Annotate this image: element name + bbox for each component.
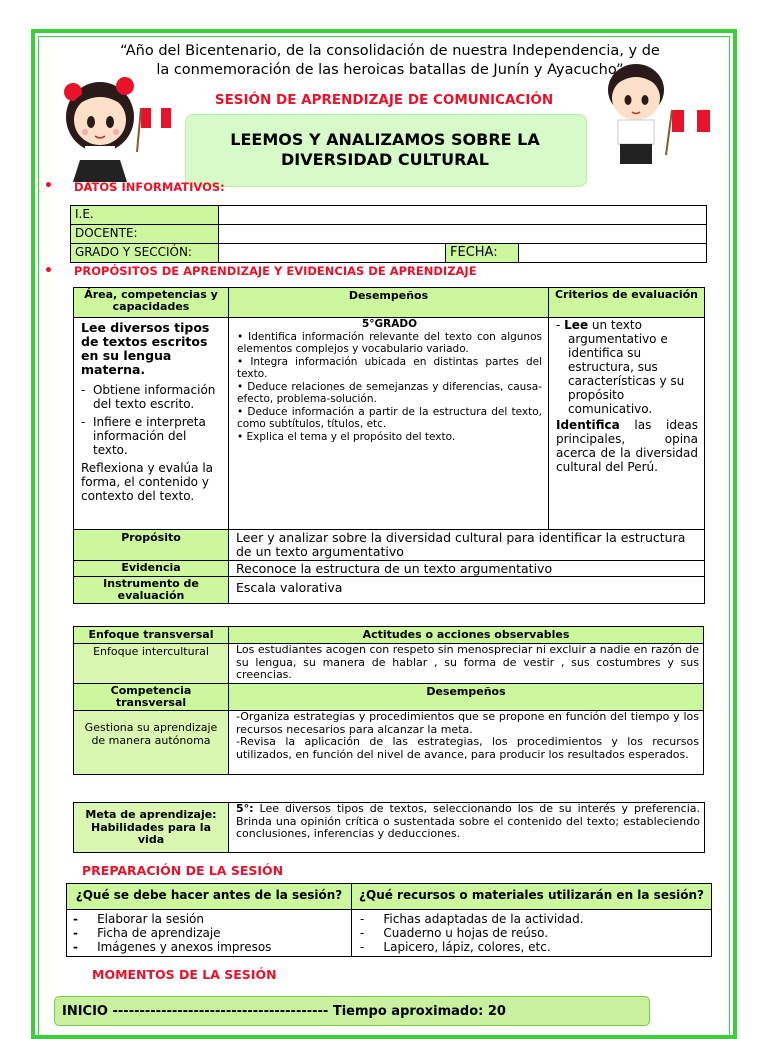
datos-table (70, 205, 707, 263)
competencia-text (229, 711, 704, 775)
proposito-value: Leer y analizar sobre la diversidad cultural para identificar la estructura de un texto argumentativo (229, 530, 705, 561)
competencia: Lee diversos tipos de textos escritos en su lengua materna. (81, 320, 210, 377)
criterio-item: Identifica las ideas principales, opina acerca de la diversidad cultural del Perú. (556, 418, 698, 474)
girl-with-flag-illustration (55, 62, 180, 192)
competencia-text-2: -Revisa la aplicación de las estrategias, los procedimientos y los recursos utilizados, en función del nivel de avance, para producir los resultados esperados. (236, 735, 699, 761)
desempeno-item: • Explica el tema y el propósito del texto. (237, 430, 456, 443)
main-title (185, 130, 585, 170)
bullet: • (44, 263, 53, 279)
propositos-table (73, 287, 705, 604)
desempeno-item: • Deduce información a partir de la estructura del texto, como subtítulos, títulos, etc. (237, 405, 542, 430)
docente-value[interactable] (219, 225, 707, 244)
inicio-text: INICIO ---------------------------------------- Tiempo aproximado: 20 (62, 1004, 506, 1019)
quote-line-2: la conmemoración de las heroicas batallas de Junín y Ayacucho” (156, 62, 624, 78)
proposito-label: Propósito (74, 530, 229, 561)
capacidad-reflexiona: Reflexiona y evalúa la forma, el contenido y contexto del texto. (81, 461, 214, 503)
enfoque-table (73, 626, 704, 775)
desempeno-item: • Identifica información relevante del texto con algunos elementos complejos y vocabulario variado. (237, 330, 542, 355)
grado-label: 5°GRADO (361, 318, 418, 330)
desempenos-cell (229, 318, 549, 530)
col-antes: ¿Qué se debe hacer antes de la sesión? (67, 884, 352, 910)
capacidad-item: - Infiere e interpreta información del texto. (81, 415, 206, 457)
grado-value[interactable] (219, 244, 446, 263)
criterios-cell (549, 318, 705, 530)
ie-label: I.E. (71, 206, 219, 225)
competencia-desempenos-label: Desempeños (229, 684, 704, 711)
antes-item: - Imágenes y anexos impresos (73, 940, 272, 954)
main-title-line-2: DIVERSIDAD CULTURAL (281, 150, 489, 169)
capacidad-item: - Obtiene información del texto escrito. (81, 383, 216, 411)
recurso-item: - Lapicero, lápiz, colores, etc. (360, 940, 551, 954)
preparacion-table (66, 883, 712, 957)
antes-list (67, 910, 352, 957)
main-title-line-1: LEEMOS Y ANALIZAMOS SOBRE LA (230, 130, 540, 149)
criterio-item: - Lee un texto argumentativo e identifica su estructura, sus características y su propósito comunicativo. (556, 318, 685, 416)
col-recursos: ¿Qué recursos o materiales utilizarán en la sesión? (352, 884, 712, 910)
meta-table (73, 802, 705, 853)
preparacion-heading: PREPARACIÓN DE LA SESIÓN (82, 863, 284, 878)
quote-line-1: “Año del Bicentenario, de la consolidación de nuestra Independencia, y de (120, 43, 660, 59)
desempeno-item: • Integra información ubicada en distintas partes del texto. (237, 355, 542, 380)
session-title: SESIÓN DE APRENDIZAJE DE COMUNICACIÓN (214, 92, 554, 108)
antes-item: - Ficha de aprendizaje (73, 926, 221, 940)
col-actitudes: Actitudes o acciones observables (229, 627, 704, 644)
recurso-item: - Cuaderno u hojas de reúso. (360, 926, 549, 940)
fecha-value[interactable] (519, 244, 707, 263)
col-enfoque: Enfoque transversal (74, 627, 229, 644)
instrumento-label: Instrumento de evaluación (74, 577, 229, 604)
instrumento-value: Escala valorativa (229, 577, 705, 604)
desempeno-item: • Deduce relaciones de semejanzas y diferencias, causa-efecto, problema-solución. (237, 380, 542, 405)
docente-label: DOCENTE: (71, 225, 219, 244)
recursos-list (352, 910, 712, 957)
header-quote (90, 42, 690, 80)
enfoque-name: Enfoque intercultural (74, 644, 229, 684)
fecha-label: FECHA: (446, 244, 519, 263)
col-area: Área, competencias y capacidades (74, 288, 229, 318)
ie-value[interactable] (219, 206, 707, 225)
col-desempenos: Desempeños (229, 288, 549, 318)
recurso-item: - Fichas adaptadas de la actividad. (360, 912, 584, 926)
meta-text: 5°: Lee diversos tipos de textos, seleccionando los de su interés y preferencia. Brinda una opinión crítica o sustentada sobre el contenido del texto; estableciendo conclusiones, inferencias y deducciones. (229, 803, 705, 853)
momentos-heading: MOMENTOS DE LA SESIÓN (92, 967, 277, 982)
grado-label: GRADO Y SECCIÓN: (71, 244, 219, 263)
col-criterios: Criterios de evaluación (549, 288, 705, 318)
enfoque-text: Los estudiantes acogen con respeto sin menospreciar ni excluir a nadie en razón de su lengua, su manera de hablar , su forma de vestir , sus costumbres y sus creencias. (229, 644, 704, 684)
antes-item: - Elaborar la sesión (73, 912, 204, 926)
competencia-name: Gestiona su aprendizaje de manera autónoma (74, 711, 229, 775)
meta-label: Meta de aprendizaje: Habilidades para la vida (74, 803, 229, 853)
competencia-text-1: -Organiza estrategias y procedimientos que se propone en función del tiempo y los recursos necesarios para alcanzar la meta. (236, 710, 699, 736)
area-cell (74, 318, 229, 530)
datos-heading: DATOS INFORMATIVOS: (74, 180, 225, 194)
evidencia-value: Reconoce la estructura de un texto argumentativo (229, 561, 705, 577)
competencia-transversal-label: Competencia transversal (74, 684, 229, 711)
bullet: • (44, 178, 53, 194)
propositos-heading: PROPÓSITOS DE APRENDIZAJE Y EVIDENCIAS DE APRENDIZAJE (74, 264, 477, 278)
evidencia-label: Evidencia (74, 561, 229, 577)
